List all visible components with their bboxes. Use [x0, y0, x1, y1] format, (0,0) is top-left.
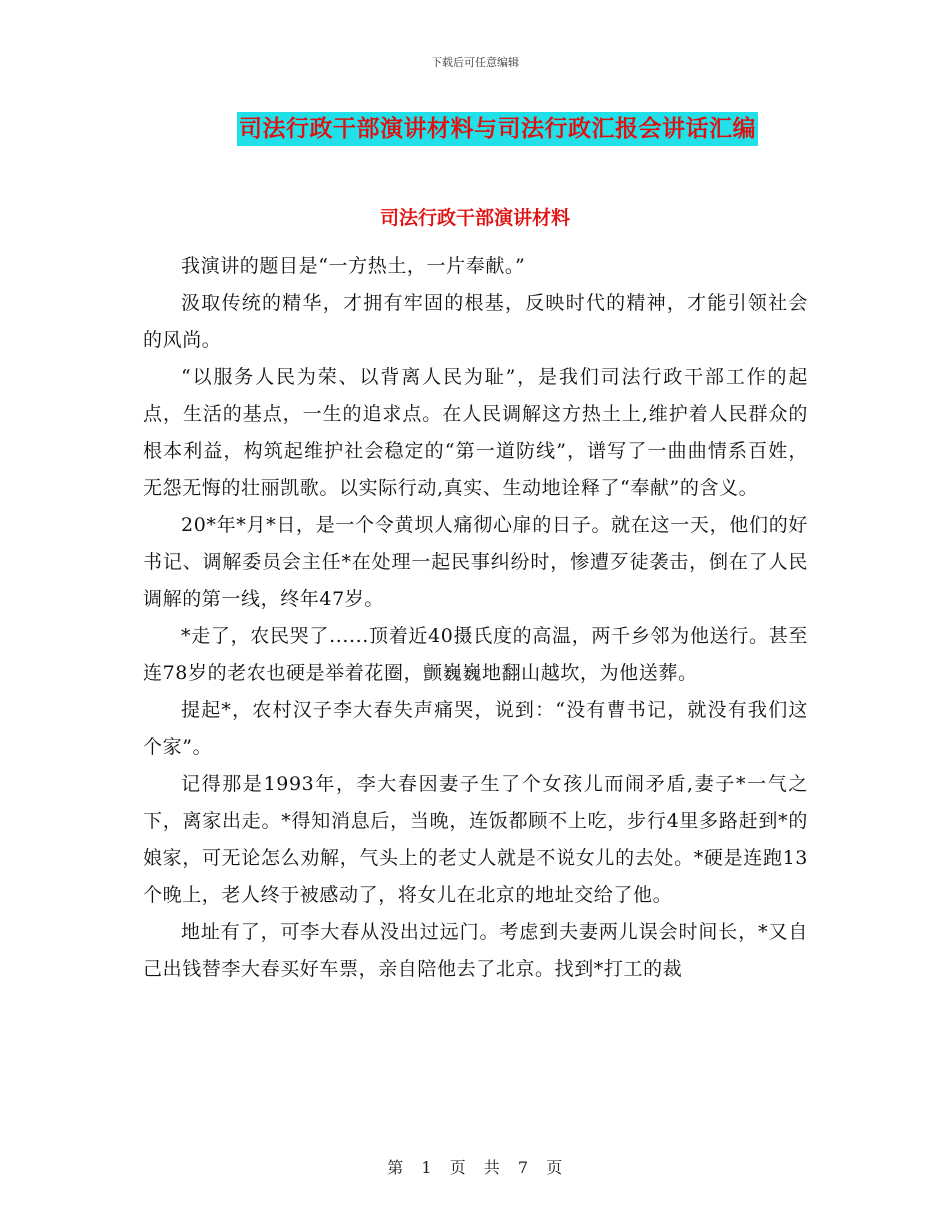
header-note: 下载后可任意编辑 — [431, 56, 519, 69]
paragraph: 我演讲的题目是“一方热土，一片奉献。” — [181, 255, 526, 277]
paragraph: 20*年*月*日，是一个令黄坝人痛彻心扉的日子。就在这一天，他们的好书记、调解委员会主任*在处理一起民事纠纷时，惨遭歹徒袭击，倒在了人民调解的第一线，终年47岁。 — [143, 514, 808, 610]
doc-title: 司法行政干部演讲材料与司法行政汇报会讲话汇编 — [237, 112, 758, 146]
paragraph: *走了，农民哭了......顶着近40摄氏度的高温，两千乡邻为他送行。甚至连78岁的老农也硬是举着花圈，颤巍巍地翻山越坎，为他送葬。 — [143, 625, 808, 684]
footer-ye: 页 — [449, 1158, 467, 1177]
footer-ye2: 页 — [546, 1158, 563, 1177]
paragraph: 地址有了，可李大春从没出过远门。考虑到夫妻两儿误会时间长，*又自己出钱替李大春买好车票，亲自陪他去了北京。找到*打工的裁 — [143, 921, 808, 980]
footer-gong: 共 — [483, 1158, 501, 1177]
footer-total-pages: 7 — [517, 1158, 529, 1177]
page-footer — [0, 1155, 950, 1178]
paragraph: 汲取传统的精华，才拥有牢固的根基，反映时代的精神，才能引领社会的风尚。 — [143, 292, 808, 351]
footer-di: 第 — [387, 1158, 404, 1177]
paragraph: 记得那是1993年，李大春因妻子生了个女孩儿而闹矛盾,妻子*一气之下，离家出走。*得知消息后，当晚，连饭都顾不上吃，步行4里多路赶到*的娘家，可无论怎么劝解，气头上的老丈人就是不说女儿的去处。*硬是连跑13个晚上，老人终于被感动了，将女儿在北京的地址交给了他。 — [143, 773, 808, 906]
doc-title-wrap — [0, 112, 950, 146]
paragraph: “以服务人民为荣、以背离人民为耻”，是我们司法行政干部工作的起点，生活的基点，一生的追求点。在人民调解这方热土上,维护着人民群众的根本利益，构筑起维护社会稳定的“第一道防线”，谱写了一曲曲情系百姓，无怨无悔的壮丽凯歌。以实际行动,真实、生动地诠释了“奉献”的含义。 — [143, 366, 808, 499]
footer-page-number: 1 — [421, 1158, 433, 1177]
section-title: 司法行政干部演讲材料 — [379, 207, 570, 229]
paragraph: 提起*，农村汉子李大春失声痛哭，说到：“没有曹书记，就没有我们这个家”。 — [143, 699, 808, 758]
document-body — [143, 248, 808, 988]
